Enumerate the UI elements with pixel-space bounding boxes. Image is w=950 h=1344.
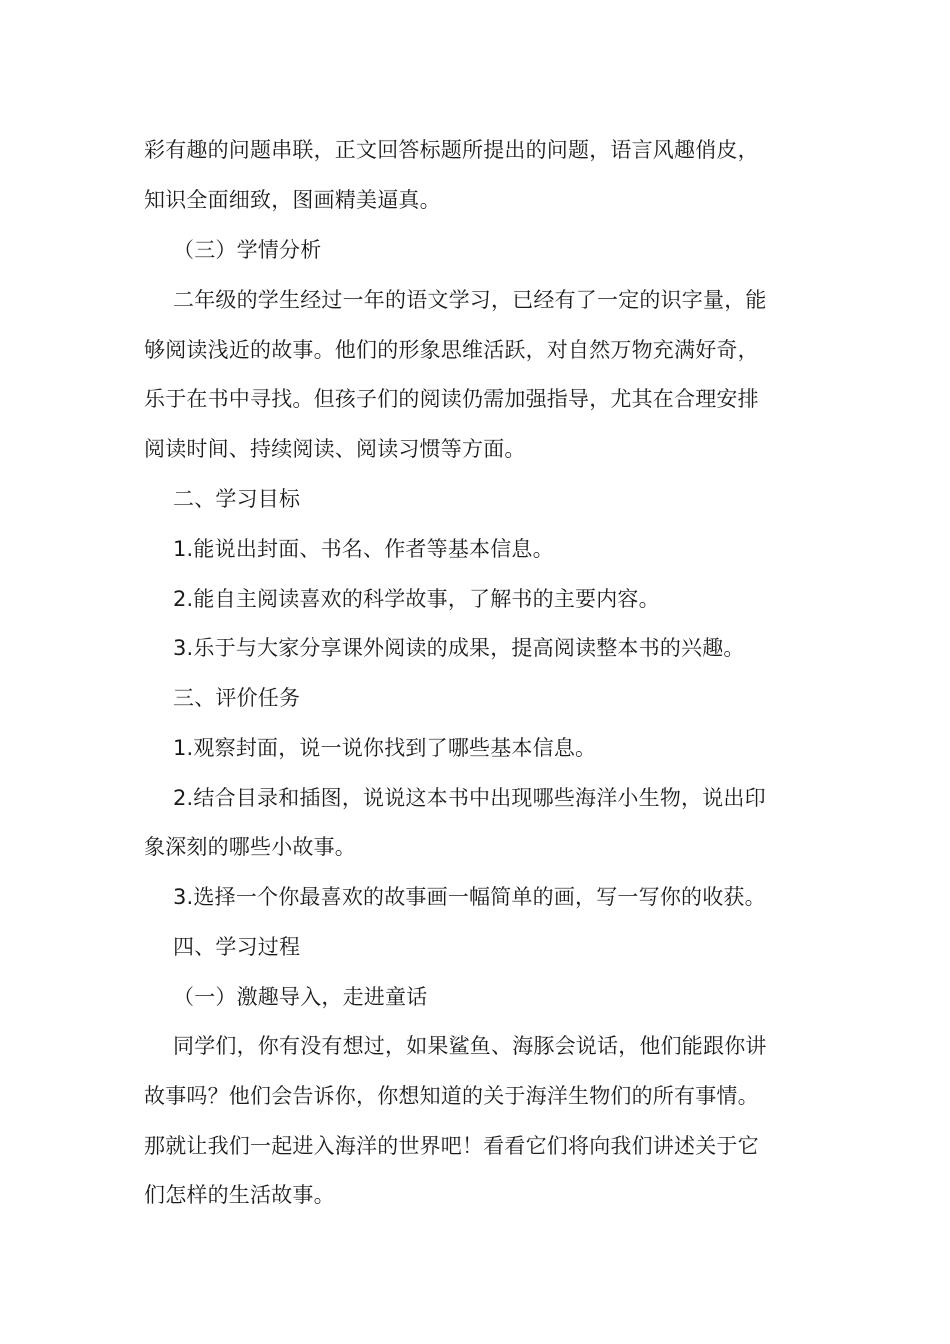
paragraph-line: 够阅读浅近的故事。他们的形象思维活跃，对自然万物充满好奇， [144,338,759,362]
section-heading-learning-process: 四、学习过程 [173,935,301,959]
list-item: 1.能说出封面、书名、作者等基本信息。 [173,537,554,561]
paragraph-line: 二年级的学生经过一年的语文学习，已经有了一定的识字量，能 [173,288,767,312]
list-item-continuation: 象深刻的哪些小故事。 [144,835,356,859]
paragraph-line: 阅读时间、持续阅读、阅读习惯等方面。 [144,437,526,461]
list-item: 3.选择一个你最喜欢的故事画一幅简单的画，写一写你的收获。 [173,885,766,909]
paragraph-line: 同学们，你有没有想过，如果鲨鱼、海豚会说话，他们能跟你讲 [173,1034,767,1058]
paragraph-line: 们怎样的生活故事。 [144,1183,335,1207]
section-heading-learning-goals: 二、学习目标 [173,487,301,511]
section-heading-evaluation-tasks: 三、评价任务 [173,686,301,710]
section-heading-student-analysis: （三）学情分析 [173,238,322,262]
list-item: 1.观察封面，说一说你找到了哪些基本信息。 [173,736,597,760]
list-item: 3.乐于与大家分享课外阅读的成果，提高阅读整本书的兴趣。 [173,636,745,660]
paragraph-line: 彩有趣的问题串联，正文回答标题所提出的问题，语言风趣俏皮， [144,138,759,162]
list-item: 2.能自主阅读喜欢的科学故事，了解书的主要内容。 [173,587,660,611]
paragraph-line: 故事吗？他们会告诉你，你想知道的关于海洋生物们的所有事情。 [144,1084,759,1108]
paragraph-line: 乐于在书中寻找。但孩子们的阅读仍需加强指导，尤其在合理安排 [144,387,759,411]
list-item: 2.结合目录和插图，说说这本书中出现哪些海洋小生物，说出印 [173,786,766,810]
subsection-heading: （一）激趣导入，走进童话 [173,985,428,1009]
paragraph-line: 知识全面细致，图画精美逼真。 [144,188,441,212]
paragraph-line: 那就让我们一起进入海洋的世界吧！看看它们将向我们讲述关于它 [144,1134,759,1158]
